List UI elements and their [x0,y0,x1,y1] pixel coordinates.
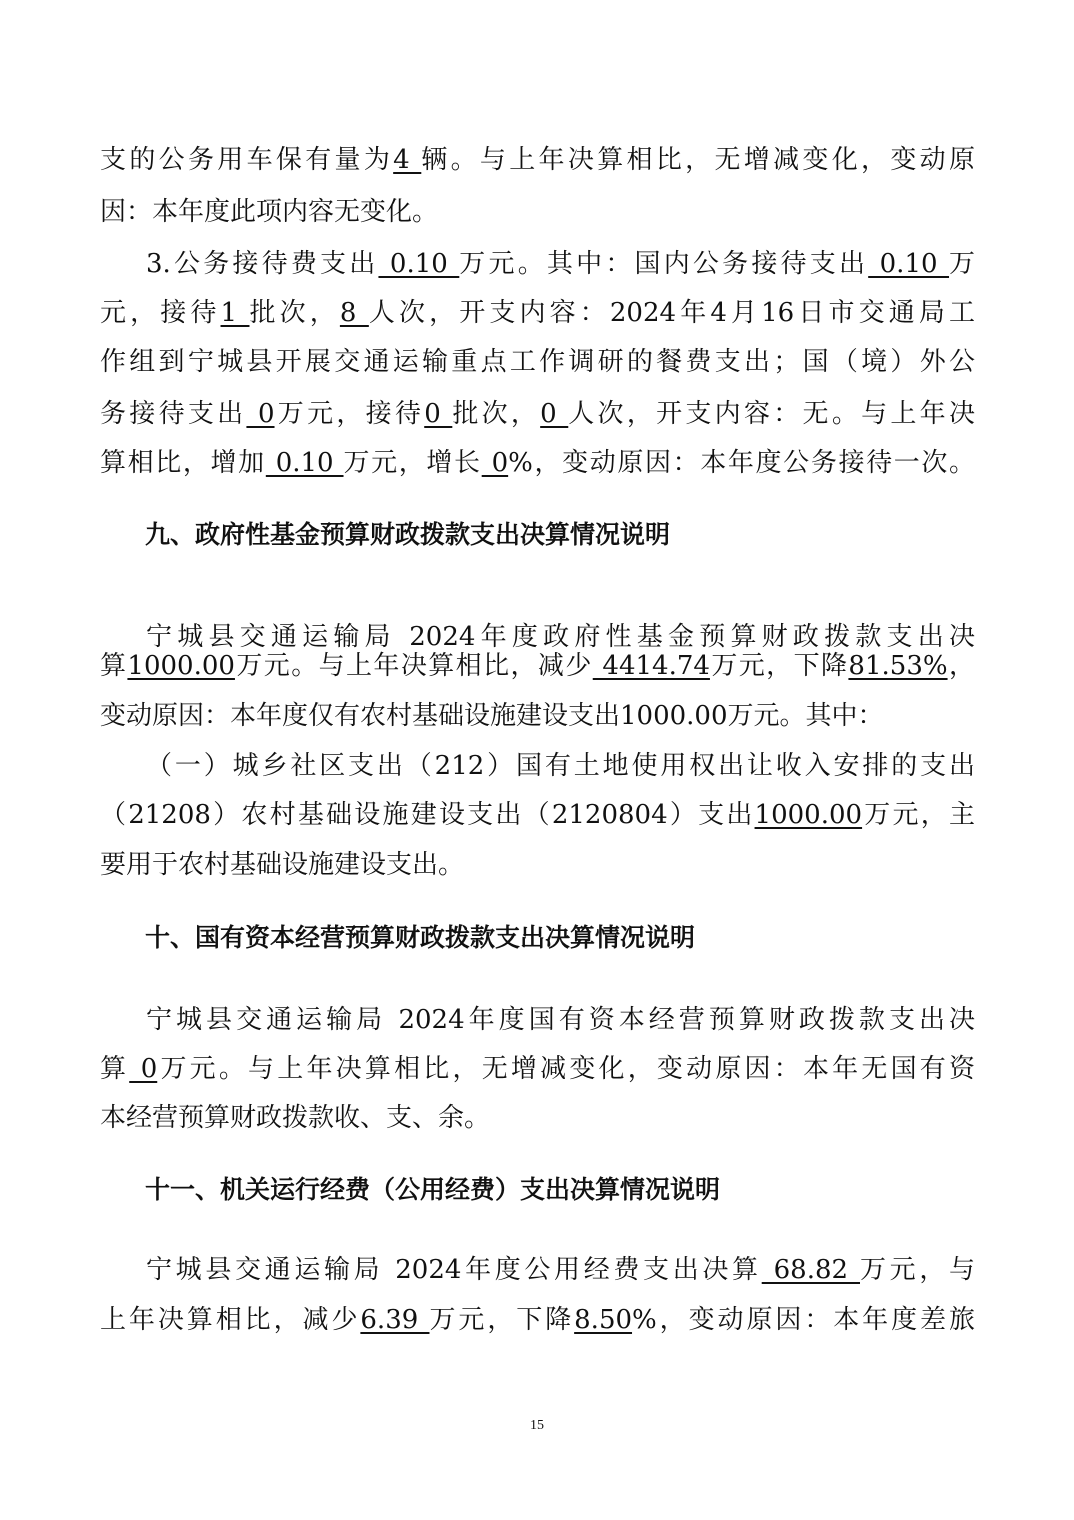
text-segment: 万元，主 [862,800,975,830]
paragraph-line [100,699,975,733]
text-segment: 万元，下降 [709,651,849,681]
underlined-value: 0 [129,1054,158,1084]
text-segment: 作组到宁城县开展交通运输重点工作调研的餐费支出；国（境）外公 [100,347,975,377]
text-segment: %，变动原因：本年度公务接待一次。 [508,448,975,478]
paragraph-line [100,1303,975,1337]
paragraph-line [100,195,975,229]
text-segment: 人次，开支内容：无。与上年决 [568,399,975,429]
text-segment: 要用于农村基础设施建设支出。 [100,850,465,880]
underlined-value: 0.10 [265,448,344,478]
text-segment: 九、政府性基金预算财政拨款支出决算情况说明 [145,520,671,549]
paragraph-line [100,649,975,683]
text-segment: 元，接待 [100,298,221,328]
paragraph-line [100,1101,975,1135]
underlined-value: 8 [339,298,369,328]
underlined-value: 0 [246,399,275,429]
paragraph-line [100,749,975,783]
text-segment: 上年决算相比，减少 [100,1305,361,1335]
underlined-value: 1000.00 [754,800,863,830]
text-segment: （21208）农村基础设施建设支出（2120804）支出 [100,800,755,830]
underlined-value: 0 [424,399,453,429]
underlined-value: 1000.00 [127,651,235,681]
text-segment: 万元，下降 [429,1305,575,1335]
section-heading [145,518,670,552]
underlined-value: 4414.74 [592,651,710,681]
paragraph-line [100,1253,975,1287]
section-heading [145,1173,720,1207]
text-segment: 宁城县交通运输局 2024年度国有资本经营预算财政拨款支出决 [146,1005,975,1035]
text-segment: 万元。与上年决算相比，减少 [234,651,593,681]
paragraph-line [100,345,975,379]
underlined-value: 8.50 [574,1305,633,1335]
underlined-value: 0.10 [868,249,950,279]
paragraph-line [100,798,975,832]
paragraph-line [100,1052,975,1086]
text-segment: 算 [100,1054,130,1084]
text-segment: %，变动原因：本年度差旅 [632,1305,975,1335]
text-segment: 3.公务接待费支出 [146,249,379,279]
underlined-value: 1 [220,298,250,328]
text-segment: 因：本年度此项内容无变化。 [100,197,439,227]
text-segment: 万元。其中：国内公务接待支出 [459,249,869,279]
text-segment: 本经营预算财政拨款收、支、余。 [100,1103,491,1133]
text-segment: 务接待支出 [100,399,247,429]
paragraph-line [100,1003,975,1037]
paragraph-line [100,397,975,431]
underlined-value: 6.39 [360,1305,430,1335]
text-segment: 批次， [452,399,541,429]
page-number: 15 [530,1418,544,1433]
paragraph-line [100,143,975,177]
text-segment: 辆。与上年决算相比，无增减变化，变动原 [421,145,975,175]
paragraph-line [100,296,975,330]
paragraph-line [100,446,975,480]
text-segment: 万元，与 [860,1255,975,1285]
text-segment: 算相比，增加 [100,448,266,478]
text-segment: 算 [100,651,128,681]
underlined-value: 0 [540,399,569,429]
section-heading [145,921,695,955]
paragraph-line [100,247,975,281]
text-segment: 人次，开支内容：2024年4月16日市交通局工 [368,298,975,328]
text-segment: 变动原因：本年度仅有农村基础设施建设支出1000.00万元。其中： [100,701,884,731]
text-segment: 十一、机关运行经费（公用经费）支出决算情况说明 [145,1175,721,1204]
underlined-value: 68.82 [761,1255,860,1285]
paragraph-line [100,848,975,882]
text-segment: 批次， [249,298,340,328]
text-segment: 十、国有资本经营预算财政拨款支出决算情况说明 [145,923,696,952]
text-segment: 万元，增长 [343,448,482,478]
text-segment: （一）城乡社区支出（212）国有土地使用权出让收入安排的支出 [146,751,975,781]
underlined-value: 0.10 [378,249,460,279]
underlined-value: 0 [481,448,509,478]
text-segment: 宁城县交通运输局 2024年度公用经费支出决算 [146,1255,762,1285]
text-segment: 支的公务用车保有量为 [100,145,394,175]
text-segment: ， [947,651,975,681]
underlined-value: 4 [393,145,422,175]
underlined-value: 81.53% [848,651,948,681]
text-segment: 万元。与上年决算相比，无增减变化，变动原因：本年无国有资 [157,1054,975,1084]
text-segment: 宁城县交通运输局 2024年度政府性基金预算财政拨款支出决 [146,622,975,652]
text-segment: 万 [949,249,975,279]
text-segment: 万元，接待 [274,399,425,429]
